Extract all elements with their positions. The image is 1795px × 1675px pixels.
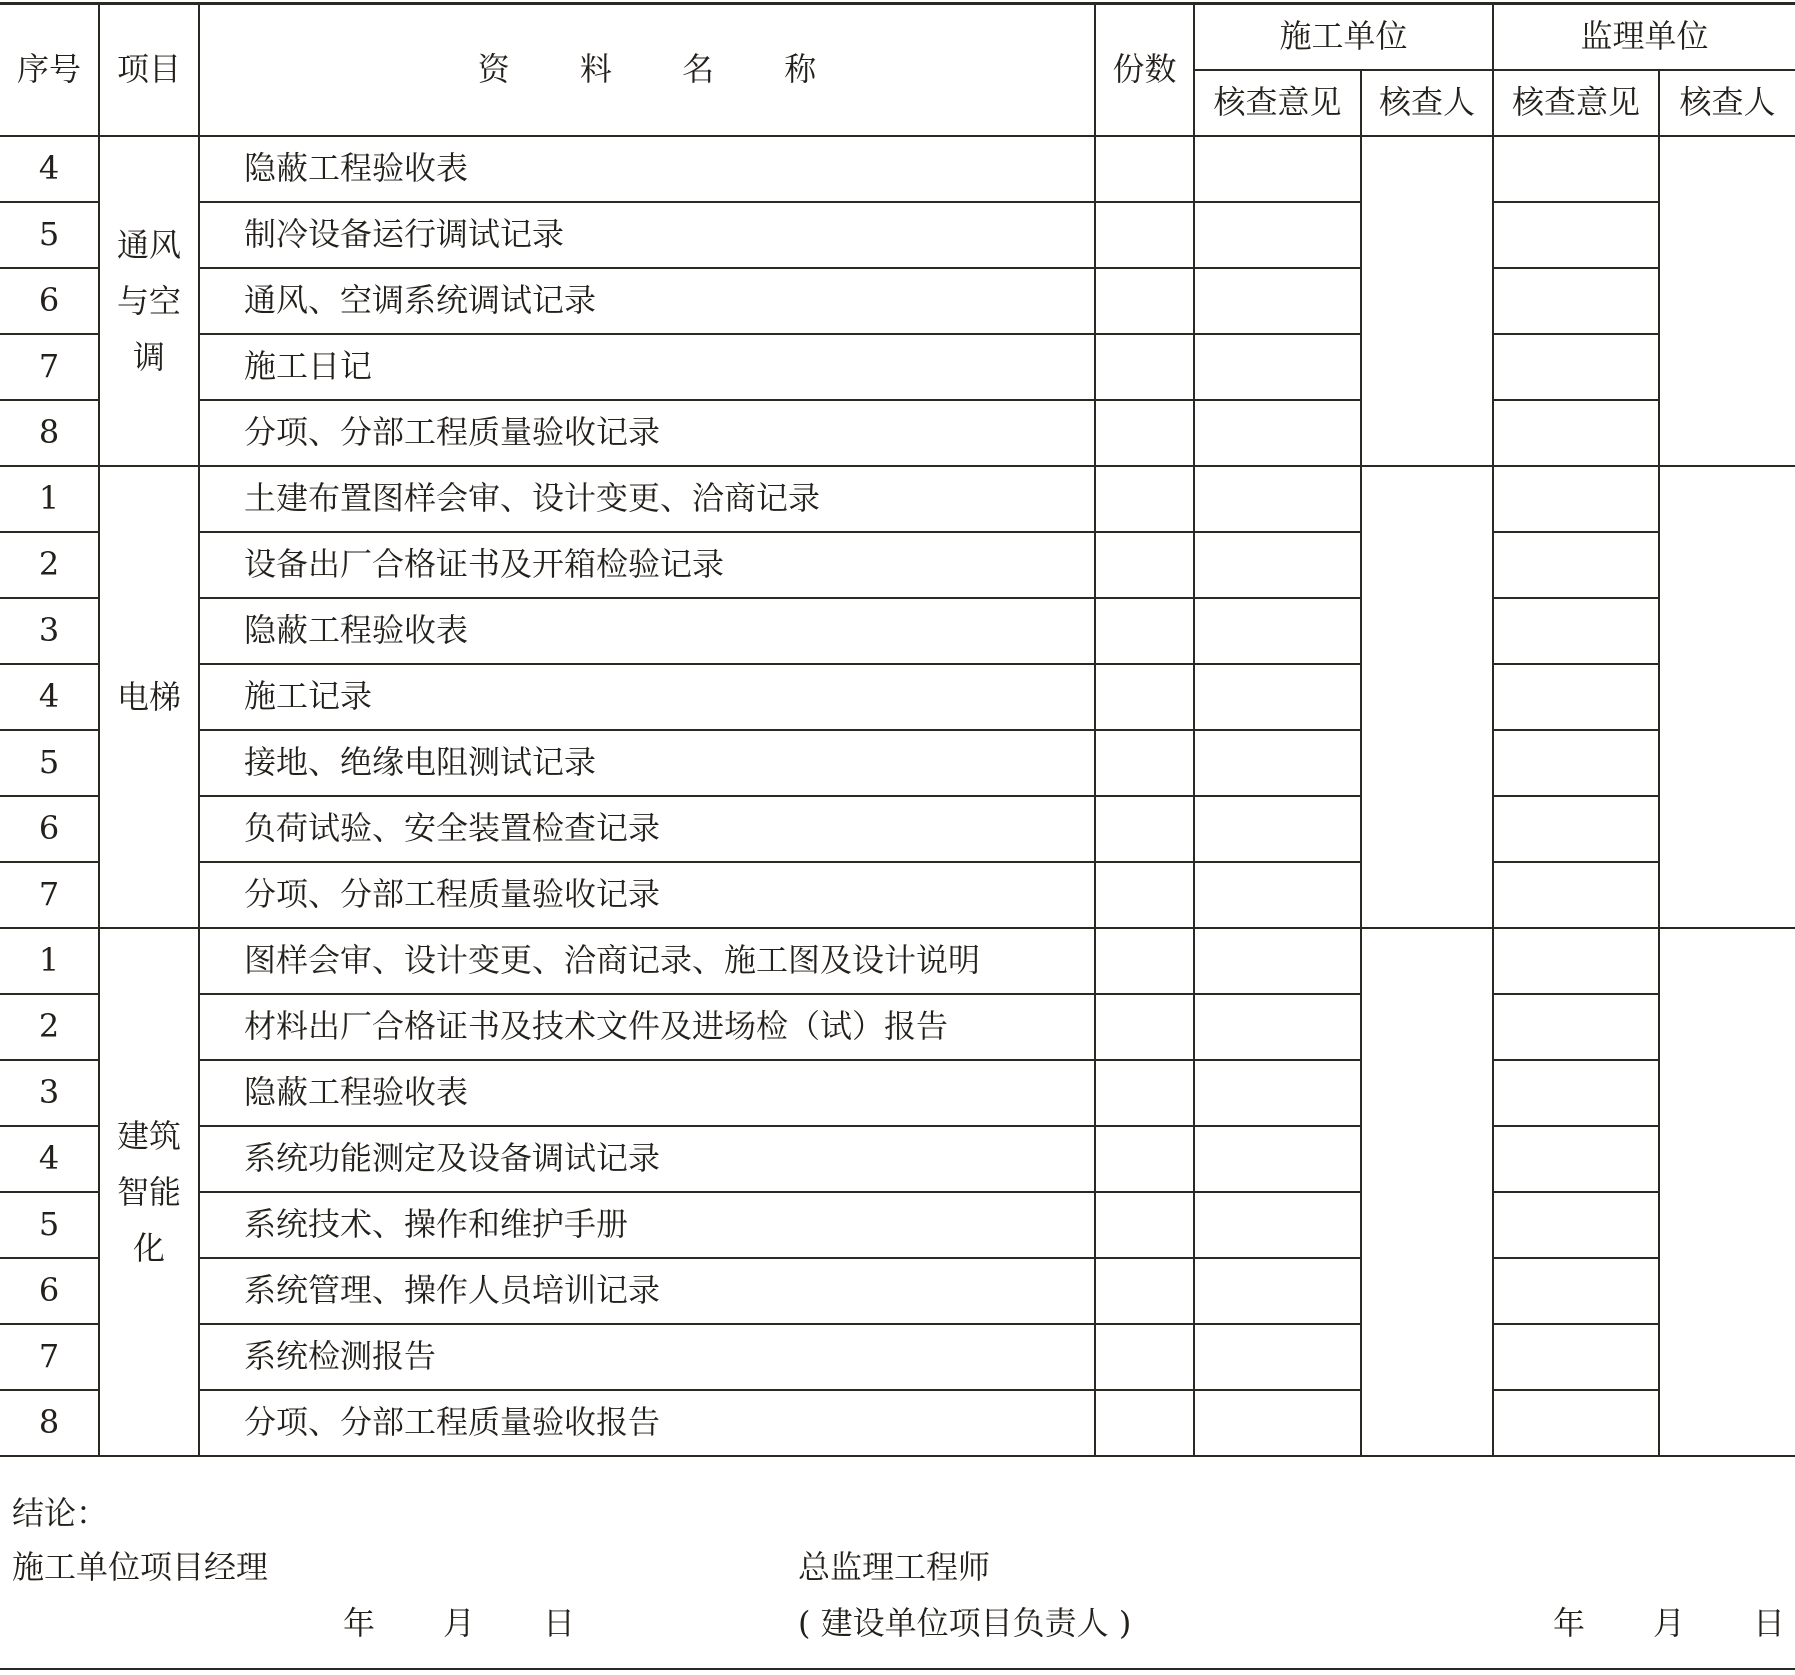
row-copies-cell bbox=[1095, 400, 1194, 466]
row-copies-cell bbox=[1095, 1126, 1194, 1192]
row-copies-cell bbox=[1095, 1060, 1194, 1126]
header-supervisor-opinion: 核查意见 bbox=[1493, 70, 1659, 136]
row-contractor-opinion-cell bbox=[1194, 1258, 1361, 1324]
header-contractor-opinion: 核查意见 bbox=[1194, 70, 1361, 136]
row-contractor-opinion-cell bbox=[1194, 994, 1361, 1060]
table-row bbox=[0, 136, 1795, 202]
row-supervisor-opinion-cell bbox=[1493, 1324, 1659, 1390]
group-supervisor-checker-cell bbox=[1659, 928, 1795, 1456]
header-contractor: 施工单位 bbox=[1194, 4, 1493, 70]
table-row bbox=[0, 400, 1795, 466]
supervisor-date-month: 月 bbox=[1653, 1604, 1686, 1642]
row-seq: 3 bbox=[0, 598, 99, 664]
row-doc-name: 图样会审、设计变更、洽商记录、施工图及设计说明 bbox=[199, 928, 1095, 994]
row-seq: 7 bbox=[0, 334, 99, 400]
category-cell bbox=[99, 136, 199, 466]
table-row bbox=[0, 1126, 1795, 1192]
row-seq: 4 bbox=[0, 1126, 99, 1192]
row-seq: 3 bbox=[0, 1060, 99, 1126]
header-seq: 序号 bbox=[0, 4, 99, 136]
table-row bbox=[0, 928, 1795, 994]
table-row bbox=[0, 598, 1795, 664]
category-label-line: 电梯 bbox=[116, 678, 181, 716]
header-supervisor-checker: 核查人 bbox=[1659, 70, 1795, 136]
row-doc-name: 材料出厂合格证书及技术文件及进场检（试）报告 bbox=[199, 994, 1095, 1060]
header-doc-name: 资 料 名 称 bbox=[199, 4, 1095, 136]
supervisor-date-day: 日 bbox=[1753, 1604, 1786, 1642]
contractor-date-year: 年 bbox=[343, 1604, 376, 1642]
row-doc-name: 分项、分部工程质量验收记录 bbox=[199, 400, 1095, 466]
row-doc-name: 通风、空调系统调试记录 bbox=[199, 268, 1095, 334]
category-cell bbox=[99, 466, 199, 928]
row-supervisor-opinion-cell bbox=[1493, 730, 1659, 796]
row-seq: 8 bbox=[0, 400, 99, 466]
row-seq: 1 bbox=[0, 466, 99, 532]
row-contractor-opinion-cell bbox=[1194, 1126, 1361, 1192]
contractor-date-month: 月 bbox=[443, 1604, 476, 1642]
group-supervisor-checker-cell bbox=[1659, 466, 1795, 928]
table-row bbox=[0, 1324, 1795, 1390]
row-supervisor-opinion-cell bbox=[1493, 400, 1659, 466]
row-seq: 4 bbox=[0, 664, 99, 730]
row-contractor-opinion-cell bbox=[1194, 334, 1361, 400]
table-row bbox=[0, 1258, 1795, 1324]
row-seq: 4 bbox=[0, 136, 99, 202]
row-supervisor-opinion-cell bbox=[1493, 334, 1659, 400]
row-doc-name: 系统检测报告 bbox=[199, 1324, 1095, 1390]
row-seq: 2 bbox=[0, 994, 99, 1060]
header-copies: 份数 bbox=[1095, 4, 1194, 136]
table-row bbox=[0, 268, 1795, 334]
row-supervisor-opinion-cell bbox=[1493, 1192, 1659, 1258]
row-doc-name: 隐蔽工程验收表 bbox=[199, 598, 1095, 664]
category-label-line: 化 bbox=[132, 1229, 165, 1267]
row-supervisor-opinion-cell bbox=[1493, 1060, 1659, 1126]
table-body bbox=[0, 136, 1795, 1456]
row-seq: 1 bbox=[0, 928, 99, 994]
row-doc-name: 接地、绝缘电阻测试记录 bbox=[199, 730, 1095, 796]
row-copies-cell bbox=[1095, 994, 1194, 1060]
row-seq: 5 bbox=[0, 1192, 99, 1258]
row-doc-name: 系统功能测定及设备调试记录 bbox=[199, 1126, 1095, 1192]
row-seq: 7 bbox=[0, 1324, 99, 1390]
row-seq: 5 bbox=[0, 730, 99, 796]
document-checklist-table bbox=[0, 3, 1795, 1457]
row-copies-cell bbox=[1095, 532, 1194, 598]
group-supervisor-checker-cell bbox=[1659, 136, 1795, 466]
row-contractor-opinion-cell bbox=[1194, 1060, 1361, 1126]
bottom-border-line bbox=[0, 1668, 1795, 1670]
header-supervisor: 监理单位 bbox=[1493, 4, 1795, 70]
category-label-line: 智能 bbox=[116, 1173, 181, 1211]
chief-supervisor-label: 总监理工程师 bbox=[798, 1548, 991, 1586]
table-row bbox=[0, 334, 1795, 400]
category-label-line: 建筑 bbox=[116, 1117, 181, 1155]
row-copies-cell bbox=[1095, 136, 1194, 202]
row-copies-cell bbox=[1095, 1390, 1194, 1456]
row-contractor-opinion-cell bbox=[1194, 1192, 1361, 1258]
row-seq: 2 bbox=[0, 532, 99, 598]
row-copies-cell bbox=[1095, 730, 1194, 796]
row-contractor-opinion-cell bbox=[1194, 928, 1361, 994]
table-row bbox=[0, 1192, 1795, 1258]
row-doc-name: 系统技术、操作和维护手册 bbox=[199, 1192, 1095, 1258]
row-seq: 6 bbox=[0, 268, 99, 334]
table-row bbox=[0, 466, 1795, 532]
row-contractor-opinion-cell bbox=[1194, 466, 1361, 532]
row-doc-name: 分项、分部工程质量验收报告 bbox=[199, 1390, 1095, 1456]
row-doc-name: 系统管理、操作人员培训记录 bbox=[199, 1258, 1095, 1324]
table-row bbox=[0, 664, 1795, 730]
row-copies-cell bbox=[1095, 1192, 1194, 1258]
group-contractor-checker-cell bbox=[1361, 928, 1493, 1456]
row-seq: 8 bbox=[0, 1390, 99, 1456]
row-supervisor-opinion-cell bbox=[1493, 466, 1659, 532]
row-copies-cell bbox=[1095, 268, 1194, 334]
row-supervisor-opinion-cell bbox=[1493, 796, 1659, 862]
category-label-line: 调 bbox=[132, 338, 165, 376]
row-supervisor-opinion-cell bbox=[1493, 862, 1659, 928]
row-doc-name: 隐蔽工程验收表 bbox=[199, 136, 1095, 202]
row-copies-cell bbox=[1095, 1258, 1194, 1324]
row-doc-name: 土建布置图样会审、设计变更、洽商记录 bbox=[199, 466, 1095, 532]
row-contractor-opinion-cell bbox=[1194, 202, 1361, 268]
row-contractor-opinion-cell bbox=[1194, 268, 1361, 334]
row-contractor-opinion-cell bbox=[1194, 136, 1361, 202]
row-supervisor-opinion-cell bbox=[1493, 1390, 1659, 1456]
table-row bbox=[0, 994, 1795, 1060]
row-contractor-opinion-cell bbox=[1194, 730, 1361, 796]
row-copies-cell bbox=[1095, 334, 1194, 400]
row-contractor-opinion-cell bbox=[1194, 664, 1361, 730]
row-doc-name: 设备出厂合格证书及开箱检验记录 bbox=[199, 532, 1095, 598]
row-doc-name: 分项、分部工程质量验收记录 bbox=[199, 862, 1095, 928]
row-seq: 5 bbox=[0, 202, 99, 268]
header-item: 项目 bbox=[99, 4, 199, 136]
group-contractor-checker-cell bbox=[1361, 136, 1493, 466]
row-contractor-opinion-cell bbox=[1194, 862, 1361, 928]
table-row bbox=[0, 1390, 1795, 1456]
owner-representative-label: ( 建设单位项目负责人 ) bbox=[798, 1604, 1132, 1642]
row-copies-cell bbox=[1095, 202, 1194, 268]
table-row bbox=[0, 202, 1795, 268]
header-contractor-checker: 核查人 bbox=[1361, 70, 1493, 136]
contractor-date-day: 日 bbox=[543, 1604, 576, 1642]
contractor-manager-label: 施工单位项目经理 bbox=[12, 1548, 269, 1586]
row-supervisor-opinion-cell bbox=[1493, 268, 1659, 334]
row-contractor-opinion-cell bbox=[1194, 796, 1361, 862]
row-supervisor-opinion-cell bbox=[1493, 136, 1659, 202]
category-cell bbox=[99, 928, 199, 1456]
group-contractor-checker-cell bbox=[1361, 466, 1493, 928]
table-row bbox=[0, 730, 1795, 796]
row-doc-name: 施工日记 bbox=[199, 334, 1095, 400]
table-row bbox=[0, 862, 1795, 928]
row-doc-name: 施工记录 bbox=[199, 664, 1095, 730]
row-seq: 7 bbox=[0, 862, 99, 928]
row-copies-cell bbox=[1095, 862, 1194, 928]
table-row bbox=[0, 1060, 1795, 1126]
row-supervisor-opinion-cell bbox=[1493, 928, 1659, 994]
table-row bbox=[0, 796, 1795, 862]
row-supervisor-opinion-cell bbox=[1493, 598, 1659, 664]
conclusion-label: 结论： bbox=[12, 1494, 109, 1532]
table-row bbox=[0, 532, 1795, 598]
row-doc-name: 隐蔽工程验收表 bbox=[199, 1060, 1095, 1126]
row-seq: 6 bbox=[0, 796, 99, 862]
row-doc-name: 制冷设备运行调试记录 bbox=[199, 202, 1095, 268]
category-label-line: 与空 bbox=[116, 282, 181, 320]
row-contractor-opinion-cell bbox=[1194, 532, 1361, 598]
row-copies-cell bbox=[1095, 796, 1194, 862]
row-copies-cell bbox=[1095, 664, 1194, 730]
supervisor-date-year: 年 bbox=[1553, 1604, 1586, 1642]
row-contractor-opinion-cell bbox=[1194, 1390, 1361, 1456]
row-copies-cell bbox=[1095, 466, 1194, 532]
row-copies-cell bbox=[1095, 598, 1194, 664]
row-supervisor-opinion-cell bbox=[1493, 532, 1659, 598]
row-supervisor-opinion-cell bbox=[1493, 1126, 1659, 1192]
row-supervisor-opinion-cell bbox=[1493, 994, 1659, 1060]
row-seq: 6 bbox=[0, 1258, 99, 1324]
row-supervisor-opinion-cell bbox=[1493, 202, 1659, 268]
row-contractor-opinion-cell bbox=[1194, 400, 1361, 466]
row-contractor-opinion-cell bbox=[1194, 598, 1361, 664]
row-copies-cell bbox=[1095, 1324, 1194, 1390]
row-supervisor-opinion-cell bbox=[1493, 664, 1659, 730]
row-contractor-opinion-cell bbox=[1194, 1324, 1361, 1390]
row-copies-cell bbox=[1095, 928, 1194, 994]
row-supervisor-opinion-cell bbox=[1493, 1258, 1659, 1324]
row-doc-name: 负荷试验、安全装置检查记录 bbox=[199, 796, 1095, 862]
category-label-line: 通风 bbox=[116, 226, 181, 264]
header-row-top bbox=[0, 4, 1795, 70]
